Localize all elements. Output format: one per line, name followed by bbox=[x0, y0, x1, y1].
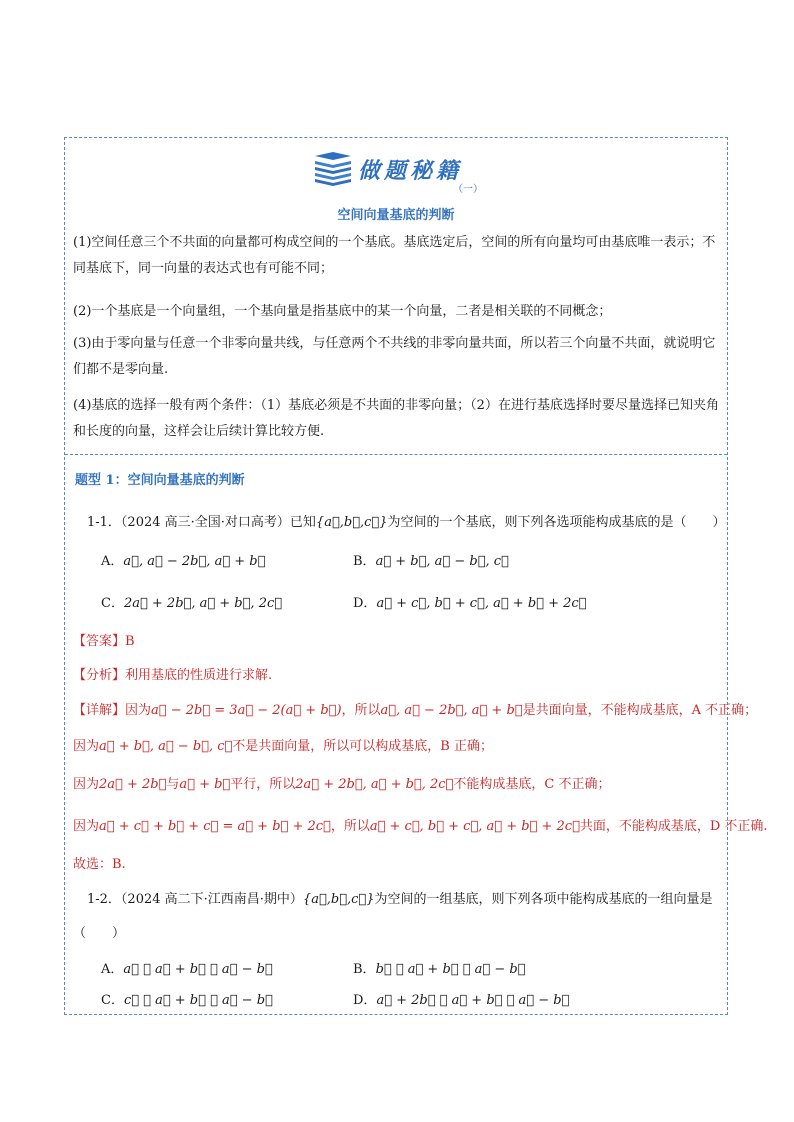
q1-conclusion: 故选：B. bbox=[73, 857, 126, 872]
q1-detail-line-1: 【详解】因为a⃗ − 2b⃗ = 3a⃗ − 2(a⃗ + b⃗)，所以a⃗, a⃗ − 2b⃗, a⃗ + b⃗是共面向量，不能构成基底，A 不正确； bbox=[73, 703, 758, 718]
q1-detail-line-2: 因为a⃗ + b⃗, a⃗ − b⃗, c⃗不是共面向量，所以可以构成基底，B 正确； bbox=[73, 739, 493, 754]
q1-stem: 1-1．（2024 高三·全国·对口高考）已知{a⃗,b⃗,c⃗}为空间的一个基底，则下列各选项能构成基底的是（ ） bbox=[87, 515, 726, 530]
note-2: (2)一个基底是一个向量组，一个基向量是指基底中的某一个向量，二者是相关联的不同概念； bbox=[73, 304, 612, 319]
q2-stem: 1-2．（2024 高二下·江西南昌·期中）{a⃗,b⃗,c⃗}为空间的一组基底，则下列各项中能构成基底的一组向量是 bbox=[87, 892, 713, 907]
q1-answer: 【答案】B bbox=[73, 634, 135, 649]
q2-stem-paren: （ ） bbox=[73, 926, 126, 941]
q2-option-a: A．a⃗ ， a⃗ + b⃗ ， a⃗ − b⃗ bbox=[101, 962, 273, 977]
q1-option-c: C．2a⃗ + 2b⃗, a⃗ + b⃗, 2c⃗ bbox=[101, 596, 283, 611]
q2-option-d: D．a⃗ + 2b⃗ ， a⃗ + b⃗ ， a⃗ − b⃗ bbox=[353, 993, 570, 1008]
note-3: (3)由于零向量与任意一个非零向量共线，与任意两个不共线的非零向量共面，所以若三个向量不共面，就说明它们都不是零向量. bbox=[73, 336, 716, 377]
logo bbox=[313, 150, 523, 194]
note-4: (4)基底的选择一般有两个条件：（1）基底必须是不共面的非零向量；（2）在进行基底选择时要尽量选择已知夹角和长度的向量，这样会让后续计算比较方便. bbox=[73, 398, 719, 439]
q2-option-c: C．c⃗ ， a⃗ + b⃗ ， a⃗ − b⃗ bbox=[101, 993, 273, 1008]
logo-subtitle: （一） bbox=[453, 184, 483, 195]
logo-title: 做题秘籍 bbox=[358, 158, 463, 184]
note-1: (1)空间任意三个不共面的向量都可构成空间的一个基底。基底选定后，空间的所有向量均可由基底唯一表示；不同基底下，同一向量的表达式也有可能不同； bbox=[73, 235, 716, 276]
q1-analysis: 【分析】利用基底的性质进行求解. bbox=[73, 668, 273, 683]
q1-option-a: A．a⃗, a⃗ − 2b⃗, a⃗ + b⃗ bbox=[101, 554, 266, 569]
q1-detail-line-4: 因为a⃗ + c⃗ + b⃗ + c⃗ = a⃗ + b⃗ + 2c⃗，所以a⃗ + c⃗, b⃗ + c⃗, a⃗ + b⃗ + 2c⃗共面，不能构成基底，D 不正确. bbox=[73, 819, 768, 834]
q2-option-b: B．b⃗ ， a⃗ + b⃗ ， a⃗ − b⃗ bbox=[353, 962, 526, 977]
section-title: 空间向量基底的判断 bbox=[337, 208, 455, 223]
book-stack-icon bbox=[313, 150, 353, 186]
question-type-heading: 题型 1：空间向量基底的判断 bbox=[75, 473, 245, 488]
q1-option-b: B．a⃗ + b⃗, a⃗ − b⃗, c⃗ bbox=[353, 554, 509, 569]
tips-frame bbox=[64, 137, 768, 1015]
q1-detail-line-3: 因为2a⃗ + 2b⃗与a⃗ + b⃗平行，所以2a⃗ + 2b⃗, a⃗ + b⃗, 2c⃗不能构成基底，C 不正确； bbox=[73, 777, 611, 792]
section-divider bbox=[65, 454, 727, 455]
q1-option-d: D．a⃗ + c⃗, b⃗ + c⃗, a⃗ + b⃗ + 2c⃗ bbox=[353, 596, 587, 611]
